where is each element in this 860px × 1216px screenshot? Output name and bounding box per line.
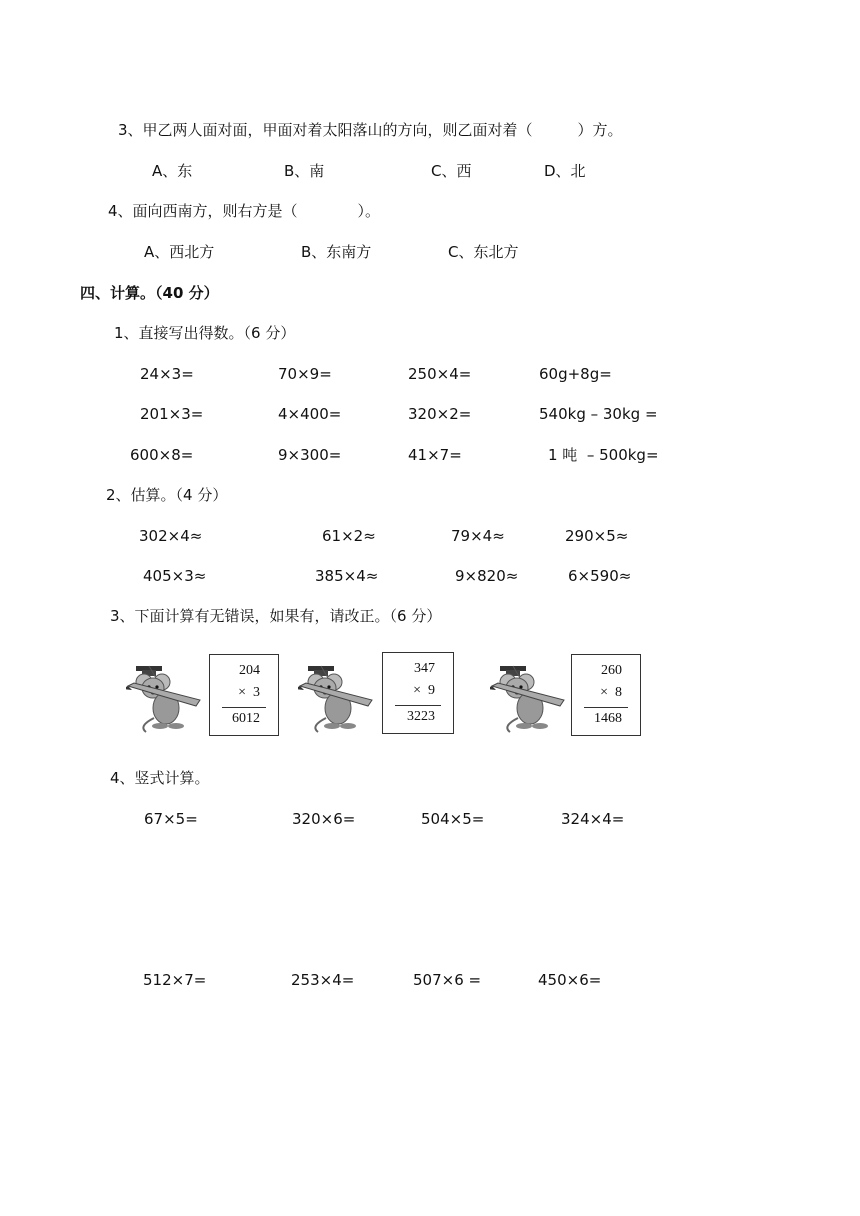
mouse-with-pencil-illustration: [298, 656, 388, 736]
calc-item: 9×300=: [278, 446, 342, 464]
card-multiplicand: 347: [414, 661, 435, 676]
calc-item: 60g+8g=: [539, 365, 612, 383]
q3-option-a: A、东: [152, 162, 193, 180]
card-result: 1468: [594, 711, 622, 726]
vertical-calc-item: 253×4=: [291, 971, 355, 989]
card-rule-line: [584, 707, 628, 708]
q4-option-b: B、东南方: [301, 243, 372, 261]
vertical-calc-item: 67×5=: [144, 810, 198, 828]
calc-item: 201×3=: [140, 405, 204, 423]
part-3-title: 3、下面计算有无错误，如果有，请改正。（6 分）: [110, 607, 442, 625]
calc-item: 1 吨 – 500kg=: [548, 446, 659, 464]
part-2-title: 2、估算。（4 分）: [106, 486, 228, 504]
vertical-calc-item: 512×7=: [143, 971, 207, 989]
vertical-calc-item: 507×6 =: [413, 971, 482, 989]
calculation-card: [209, 654, 279, 736]
vertical-calc-item: 504×5=: [421, 810, 485, 828]
mouse-with-pencil-illustration: [490, 656, 580, 736]
calc-item: 540kg – 30kg =: [539, 405, 658, 423]
estimate-item: 405×3≈: [143, 567, 207, 585]
calc-item: 70×9=: [278, 365, 332, 383]
estimate-item: 9×820≈: [455, 567, 519, 585]
vertical-calc-item: 320×6=: [292, 810, 356, 828]
calc-item: 41×7=: [408, 446, 462, 464]
card-multiplier: × 9: [413, 683, 435, 698]
calc-item: 320×2=: [408, 405, 472, 423]
card-multiplicand: 260: [601, 663, 622, 678]
section-heading: 四、计算。（40 分）: [80, 284, 219, 302]
q3-option-b: B、南: [284, 162, 325, 180]
card-rule-line: [222, 707, 266, 708]
calc-item: 600×8=: [130, 446, 194, 464]
estimate-item: 61×2≈: [322, 527, 376, 545]
estimate-item: 290×5≈: [565, 527, 629, 545]
card-rule-line: [395, 705, 441, 706]
estimate-item: 302×4≈: [139, 527, 203, 545]
card-result: 3223: [407, 709, 435, 724]
vertical-calc-item: 324×4=: [561, 810, 625, 828]
estimate-item: 385×4≈: [315, 567, 379, 585]
calculation-card: [382, 652, 454, 734]
calc-item: 250×4=: [408, 365, 472, 383]
q4-option-c: C、东北方: [448, 243, 519, 261]
q4-option-a: A、西北方: [144, 243, 215, 261]
q3-option-c: C、西: [431, 162, 472, 180]
question-3: 3、甲乙两人面对面，甲面对着太阳落山的方向，则乙面对着（ ）方。: [118, 121, 623, 139]
part-1-title: 1、直接写出得数。（6 分）: [114, 324, 296, 342]
question-4: 4、面向西南方，则右方是（ ）。: [108, 202, 381, 220]
card-multiplier: × 8: [600, 685, 622, 700]
mouse-with-pencil-illustration: [126, 656, 216, 736]
calculation-card: [571, 654, 641, 736]
card-result: 6012: [232, 711, 260, 726]
q3-option-d: D、北: [544, 162, 586, 180]
vertical-calc-item: 450×6=: [538, 971, 602, 989]
part-4-title: 4、竖式计算。: [110, 769, 210, 787]
card-multiplier: × 3: [238, 685, 260, 700]
calc-item: 24×3=: [140, 365, 194, 383]
estimate-item: 6×590≈: [568, 567, 632, 585]
card-multiplicand: 204: [239, 663, 260, 678]
estimate-item: 79×4≈: [451, 527, 505, 545]
calc-item: 4×400=: [278, 405, 342, 423]
